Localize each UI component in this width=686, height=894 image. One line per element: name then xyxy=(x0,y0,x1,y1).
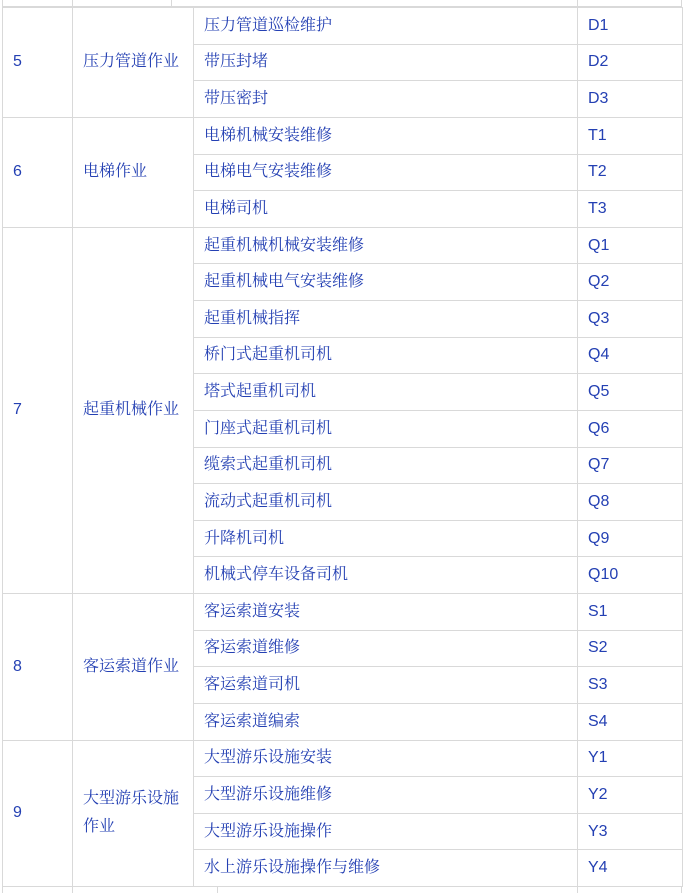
item-name-cell: 电梯电气安装维修 xyxy=(194,154,578,191)
partial-cell xyxy=(577,0,682,6)
section-number-cell: 6 xyxy=(3,117,73,227)
item-code-cell: Y4 xyxy=(578,850,683,887)
next-row-partial xyxy=(2,887,682,893)
item-name-cell: 起重机械电气安装维修 xyxy=(194,264,578,301)
table-row xyxy=(3,227,683,264)
item-code-cell: Q4 xyxy=(578,337,683,374)
item-name-cell: 流动式起重机司机 xyxy=(194,484,578,521)
section-number-cell: 7 xyxy=(3,227,73,593)
item-code-cell: S4 xyxy=(578,703,683,740)
section-number-cell: 8 xyxy=(3,594,73,741)
item-code-cell: D3 xyxy=(578,81,683,118)
item-name-cell: 大型游乐设施维修 xyxy=(194,777,578,814)
partial-cell xyxy=(2,887,72,893)
item-code-cell: D2 xyxy=(578,44,683,81)
category-cell: 起重机械作业 xyxy=(73,227,194,593)
item-code-cell: T3 xyxy=(578,191,683,228)
item-name-cell: 电梯司机 xyxy=(194,191,578,228)
item-code-cell: T1 xyxy=(578,117,683,154)
item-code-cell: Q6 xyxy=(578,410,683,447)
partial-cell xyxy=(171,0,577,6)
partial-cell xyxy=(72,0,171,6)
item-name-cell: 桥门式起重机司机 xyxy=(194,337,578,374)
item-name-cell: 水上游乐设施操作与维修 xyxy=(194,850,578,887)
table-row xyxy=(3,117,683,154)
item-name-cell: 客运索道安装 xyxy=(194,594,578,631)
partial-cell xyxy=(72,887,217,893)
section-number-cell: 9 xyxy=(3,740,73,887)
partial-cell xyxy=(2,0,72,6)
category-cell: 大型游乐设施作业 xyxy=(73,740,194,887)
item-name-cell: 缆索式起重机司机 xyxy=(194,447,578,484)
item-code-cell: Q5 xyxy=(578,374,683,411)
item-code-cell: Q3 xyxy=(578,301,683,338)
item-code-cell: Q7 xyxy=(578,447,683,484)
item-code-cell: Q9 xyxy=(578,520,683,557)
previous-row-partial xyxy=(2,0,682,7)
item-name-cell: 机械式停车设备司机 xyxy=(194,557,578,594)
item-code-cell: Q10 xyxy=(578,557,683,594)
item-code-cell: S3 xyxy=(578,667,683,704)
item-name-cell: 起重机械指挥 xyxy=(194,301,578,338)
item-code-cell: Q2 xyxy=(578,264,683,301)
item-name-cell: 客运索道司机 xyxy=(194,667,578,704)
item-code-cell: S1 xyxy=(578,594,683,631)
item-code-cell: T2 xyxy=(578,154,683,191)
item-name-cell: 起重机械机械安装维修 xyxy=(194,227,578,264)
item-name-cell: 大型游乐设施安装 xyxy=(194,740,578,777)
item-name-cell: 客运索道维修 xyxy=(194,630,578,667)
item-name-cell: 升降机司机 xyxy=(194,520,578,557)
item-name-cell: 塔式起重机司机 xyxy=(194,374,578,411)
table-row xyxy=(3,740,683,777)
table-row xyxy=(3,594,683,631)
table-row xyxy=(3,8,683,45)
partial-cell xyxy=(577,887,682,893)
item-name-cell: 带压密封 xyxy=(194,81,578,118)
partial-cell xyxy=(217,887,577,893)
item-code-cell: Y3 xyxy=(578,813,683,850)
item-name-cell: 带压封堵 xyxy=(194,44,578,81)
item-code-cell: Q8 xyxy=(578,484,683,521)
item-name-cell: 电梯机械安装维修 xyxy=(194,117,578,154)
item-name-cell: 客运索道编索 xyxy=(194,703,578,740)
item-name-cell: 压力管道巡检维护 xyxy=(194,8,578,45)
item-code-cell: Y2 xyxy=(578,777,683,814)
section-number-cell: 5 xyxy=(3,8,73,118)
item-name-cell: 门座式起重机司机 xyxy=(194,410,578,447)
category-cell: 压力管道作业 xyxy=(73,8,194,118)
category-cell: 客运索道作业 xyxy=(73,594,194,741)
operations-table-body xyxy=(3,8,683,887)
special-equipment-operations-table xyxy=(2,7,683,887)
item-code-cell: S2 xyxy=(578,630,683,667)
item-name-cell: 大型游乐设施操作 xyxy=(194,813,578,850)
item-code-cell: Q1 xyxy=(578,227,683,264)
item-code-cell: Y1 xyxy=(578,740,683,777)
item-code-cell: D1 xyxy=(578,8,683,45)
category-cell: 电梯作业 xyxy=(73,117,194,227)
